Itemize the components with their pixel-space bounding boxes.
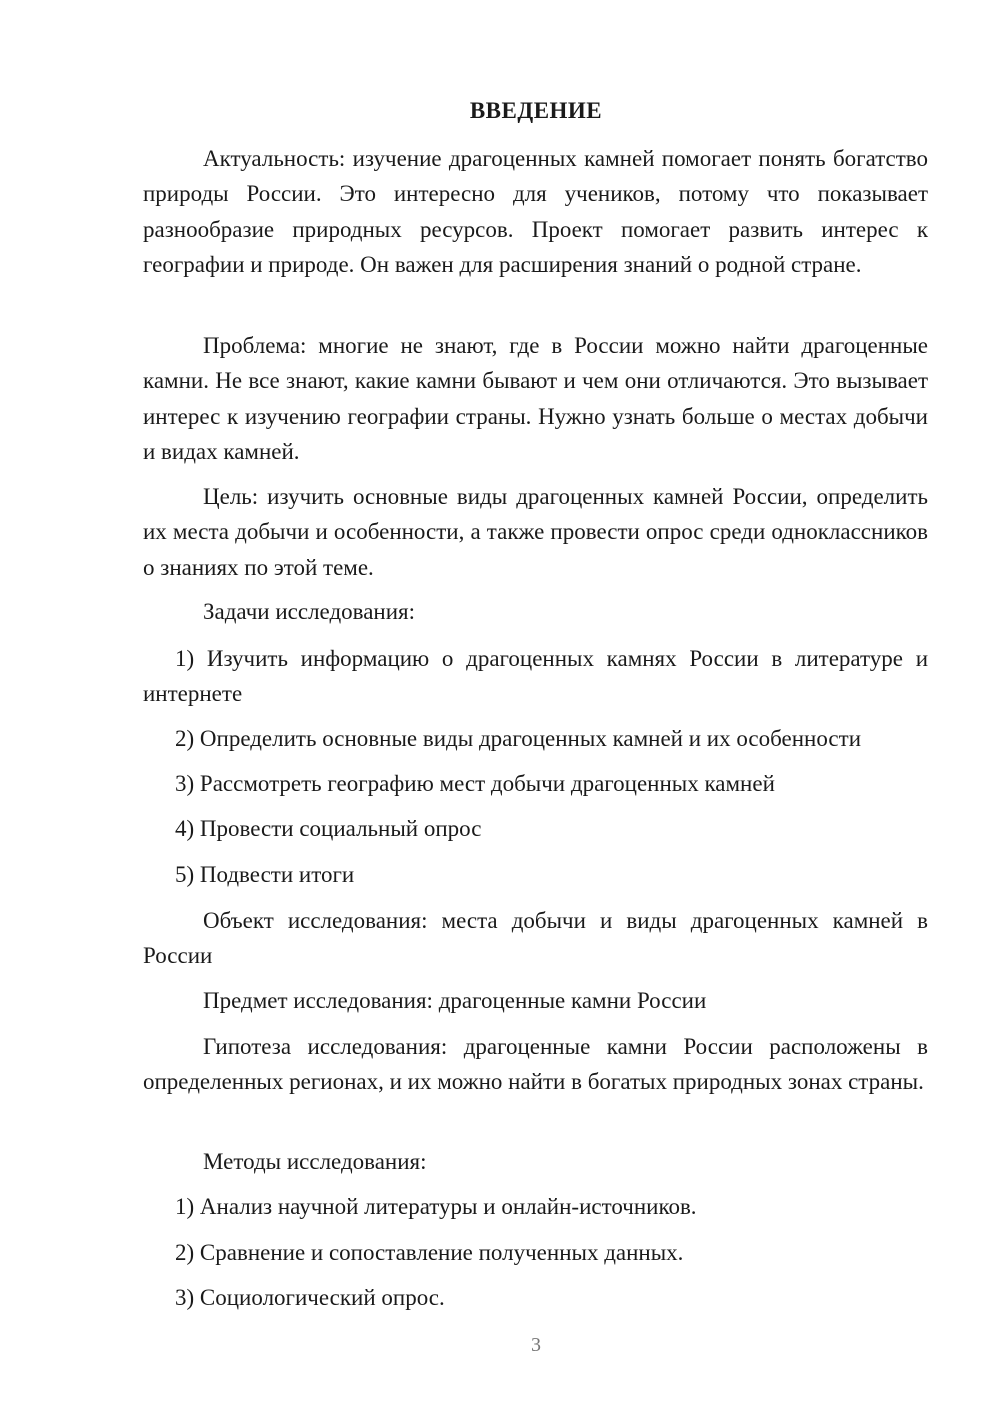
method-item: 1) Анализ научной литературы и онлайн-источников.	[175, 1194, 697, 1219]
object-paragraph: Объект исследования: места добычи и виды драгоценных камней в России	[143, 908, 928, 969]
method-item: 2) Сравнение и сопоставление полученных данных.	[175, 1240, 684, 1265]
task-item: 3) Рассмотреть географию мест добычи драгоценных камней	[175, 771, 775, 796]
task-item: 2) Определить основные виды драгоценных камней и их особенности	[175, 726, 862, 751]
task-item: 4) Провести социальный опрос	[175, 816, 482, 841]
goal-paragraph: Цель: изучить основные виды драгоценных камней России, определить их места добычи и особенности, а также провести опрос среди одноклассников о знаниях по этой теме.	[143, 484, 928, 580]
tasks-heading: Задачи исследования:	[203, 599, 416, 624]
task-item: 1) Изучить информацию о драгоценных камнях России в литературе и интернете	[143, 646, 928, 707]
problem-paragraph: Проблема: многие не знают, где в России можно найти драгоценные камни. Не все знают, какие камни бывают и чем они отличаются. Это вызывает интерес к изучению географии страны. Нужно узнать больше о местах добычи и видах камней.	[143, 333, 928, 464]
methods-heading: Методы исследования:	[203, 1149, 427, 1174]
hypothesis-paragraph: Гипотеза исследования: драгоценные камни России расположены в определенных регионах, и их можно найти в богатых природных зонах страны.	[143, 1034, 928, 1095]
method-item: 3) Социологический опрос.	[175, 1285, 445, 1310]
section-title: ВВЕДЕНИЕ	[469, 98, 603, 123]
page-number: 3	[531, 1334, 541, 1356]
subject-paragraph: Предмет исследования: драгоценные камни России	[203, 988, 707, 1013]
relevance-paragraph: Актуальность: изучение драгоценных камней помогает понять богатство природы России. Это интересно для учеников, потому что показывает разнообразие природных ресурсов. Проект помогает развить интерес к географии и природе. Он важен для расширения знаний о родной стране.	[143, 146, 928, 277]
task-item: 5) Подвести итоги	[175, 862, 355, 887]
